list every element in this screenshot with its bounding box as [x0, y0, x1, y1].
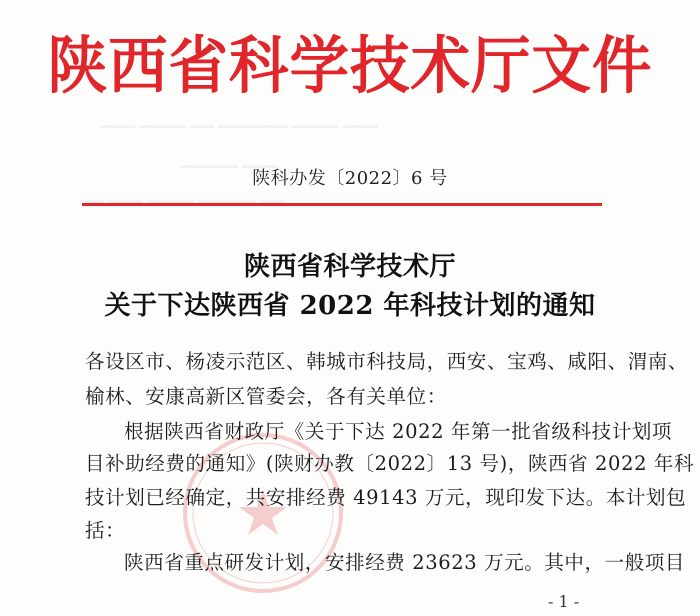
- body-paragraph-line: 括：: [85, 519, 126, 542]
- bleed-through-text: ▁▁ ▁▁▁ ▁▁▁▁ ▁▁▁▁▁ ▁▁: [80, 185, 284, 203]
- notice-title-line-1: 陕西省科学技术厅: [243, 252, 456, 282]
- body-paragraph-line: 目补助经费的通知》(陕财办教〔2022〕13 号)，陕西省 2022 年科: [85, 452, 695, 475]
- issuer-header-title: 陕西省科学技术厅文件: [47, 29, 653, 102]
- body-paragraph-line: 陕西省重点研发计划，安排经费 23623 万元。其中，一般项目: [124, 551, 686, 574]
- red-separator-line: [82, 203, 602, 206]
- notice-title-line-2: 关于下达陕西省 2022 年科技计划的通知: [104, 291, 596, 321]
- bleed-through-text: ▁▁▁▁▁ ▁▁▁: [180, 150, 278, 168]
- body-paragraph-line: 技计划已经确定，共安排经费 49143 万元，现印发下达。本计划包: [85, 486, 687, 509]
- bleed-through-text: ▁▁▁ ▁▁▁▁ ▁▁ ▁▁▁▁▁▁ ▁▁▁▁ ▁▁▁: [100, 110, 378, 128]
- body-paragraph-line: 各设区市、杨凌示范区、韩城市科技局，西安、宝鸡、咸阳、渭南、: [85, 350, 689, 373]
- page-number: - 1 -: [548, 592, 580, 611]
- document-number: 陕科办发〔2022〕6 号: [252, 168, 448, 189]
- body-paragraph-line: 根据陕西省财政厅《关于下达 2022 年第一批省级科技计划项: [124, 420, 673, 443]
- body-paragraph-line: 榆林、安康高新区管委会，各有关单位：: [85, 385, 447, 408]
